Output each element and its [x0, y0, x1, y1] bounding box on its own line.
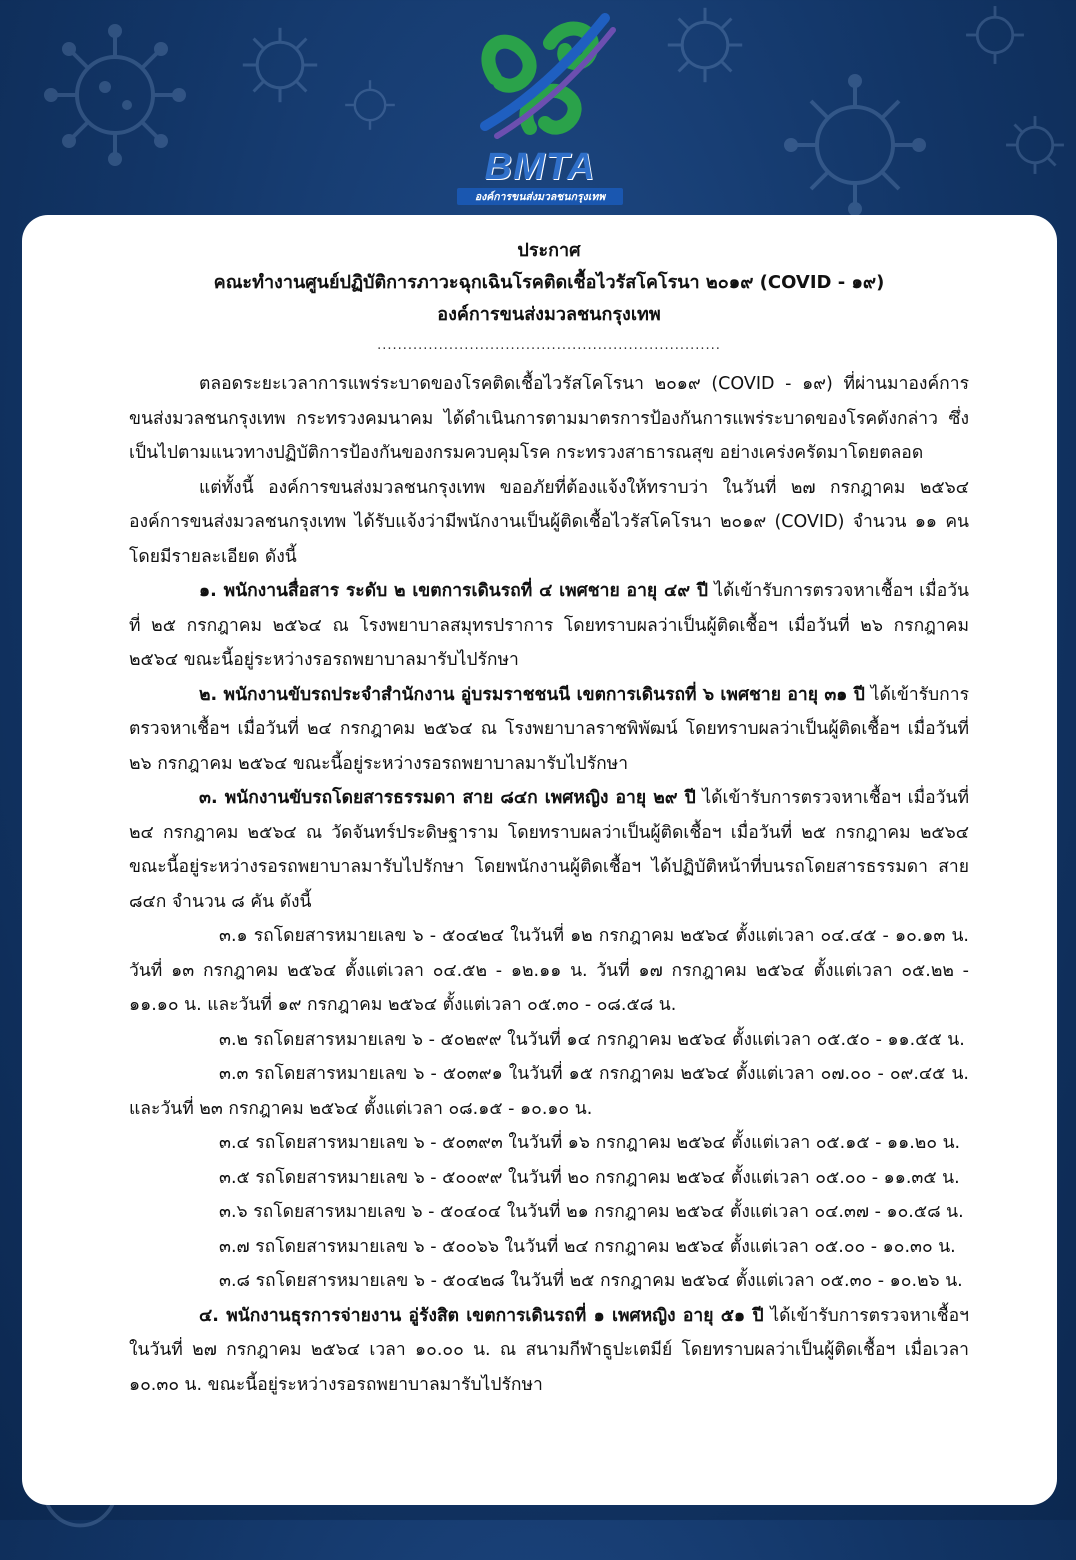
bus-item: ๓.๘ รถโดยสารหมายเลข ๖ - ๕๐๔๒๘ ในวันที่ ๒๕ กรกฎาคม ๒๕๖๔ ตั้งแต่เวลา ๐๕.๓๐ - ๑๐.๒๖ น. [219, 1271, 963, 1291]
case-item-4 [129, 1299, 969, 1403]
case-item-heading: ๔. พนักงานธุรการจ่ายงาน อู่รังสิต เขตการเดินรถที่ ๑ เพศหญิง อายุ ๕๑ ปี [199, 1305, 764, 1326]
case-item-2 [129, 678, 969, 782]
case-item-text: ได้เข้ารับการตรวจหาเชื้อฯ เมื่อวันที่ ๒๕ กรกฎาคม ๒๕๖๔ ณ โรงพยาบาลสมุทรปราการ โดยทราบผลว่าเป็นผู้ติดเชื้อฯ เมื่อวันที่ ๒๖ กรกฎาคม ๒๕๖๔ ขณะนี้อยู่ระหว่างรอรถพยาบาลมารับไปรักษา [129, 581, 969, 670]
bus-item: ๓.๔ รถโดยสารหมายเลข ๖ - ๕๐๓๙๓ ในวันที่ ๑๖ กรกฎาคม ๒๕๖๔ ตั้งแต่เวลา ๐๕.๑๕ - ๑๑.๒๐ น. [219, 1133, 961, 1153]
virus-decoration-icon [660, 0, 750, 90]
header-organization: องค์การขนส่งมวลชนกรุงเทพ [437, 304, 661, 325]
virus-decoration-icon [960, 0, 1030, 70]
case-item-1 [129, 574, 969, 678]
case-item-heading: ๒. พนักงานขับรถประจำสำนักงาน อู่บรมราชชนนี เขตการเดินรถที่ ๖ เพศชาย อายุ ๓๑ ปี [199, 684, 865, 705]
bus-item: ๓.๖ รถโดยสารหมายเลข ๖ - ๕๐๔๐๔ ในวันที่ ๒๑ กรกฎาคม ๒๕๖๔ ตั้งแต่เวลา ๐๔.๓๗ - ๑๐.๕๘ น. [219, 1202, 964, 1222]
case-item-text: ได้เข้ารับการตรวจหาเชื้อฯ ในวันที่ ๒๗ กรกฎาคม ๒๕๖๔ เวลา ๑๐.๐๐ น. ณ สนามกีฬาธูปะเตมีย์ โดยทราบผลว่าเป็นผู้ติดเชื้อฯ เมื่อเวลา ๑๐.๓๐ น. ขณะนี้อยู่ระหว่างรอรถพยาบาลมารับไปรักษา [129, 1305, 970, 1395]
case-item-3 [129, 781, 969, 919]
intro-paragraph-1: ตลอดระยะเวลาการแพร่ระบาดของโรคติดเชื้อไวรัสโคโรนา ๒๐๑๙ (COVID - ๑๙) ที่ผ่านมาองค์การขนส่งมวลชนกรุงเทพ กระทรวงคมนาคม ได้ดำเนินการตามมาตรการป้องกันการแพร่ระบาดของโรคดังกล่าว ซึ่งเป็นไปตามแนวทางปฏิบัติการป้องกันของกรมควบคุมโรค กระทรวงสาธารณสุข อย่างเคร่งครัดมาโดยตลอด [129, 374, 969, 463]
bus-item: ๓.๓ รถโดยสารหมายเลข ๖ - ๕๐๓๙๑ ในวันที่ ๑๕ กรกฎาคม ๒๕๖๔ ตั้งแต่เวลา ๐๗.๐๐ - ๐๙.๔๕ น. และวันที่ ๒๓ กรกฎาคม ๒๕๖๔ ตั้งแต่เวลา ๐๘.๑๕ - ๑๐.๑๐ น. [129, 1064, 969, 1119]
bus-item: ๓.๗ รถโดยสารหมายเลข ๖ - ๕๐๐๖๖ ในวันที่ ๒๔ กรกฎาคม ๒๕๖๔ ตั้งแต่เวลา ๐๕.๐๐ - ๑๐.๓๐ น. [219, 1236, 956, 1257]
intro-paragraph-2: แต่ทั้งนี้ องค์การขนส่งมวลชนกรุงเทพ ขออภัยที่ต้องแจ้งให้ทราบว่า ในวันที่ ๒๗ กรกฎาคม ๒๕๖๔ องค์การขนส่งมวลชนกรุงเทพ ได้รับแจ้งว่ามีพนักงานเป็นผู้ติดเชื้อไวรัสโคโรนา ๒๐๑๙ (COVID) จำนวน ๑๑ คน โดยมีรายละเอียด ดังนี้ [129, 477, 969, 567]
bmta-logo [455, 8, 625, 203]
logo-wordmark: BMTA [484, 146, 596, 188]
case-item-text: ได้เข้ารับการตรวจหาเชื้อฯ เมื่อวันที่ ๒๔ กรกฎาคม ๒๕๖๔ ณ โรงพยาบาลราชพิพัฒน์ โดยทราบผลว่าเป็นผู้ติดเชื้อฯ เมื่อวันที่ ๒๖ กรกฎาคม ๒๕๖๔ ขณะนี้อยู่ระหว่างรอรถพยาบาลมารับไปรักษา [129, 684, 969, 774]
bus-item: ๓.๒ รถโดยสารหมายเลข ๖ - ๕๐๒๙๙ ในวันที่ ๑๔ กรกฎาคม ๒๕๖๔ ตั้งแต่เวลา ๐๕.๕๐ - ๑๑.๕๕ น. [219, 1029, 965, 1050]
case-item-heading: ๑. พนักงานสื่อสาร ระดับ ๒ เขตการเดินรถที่ ๔ เพศชาย อายุ ๔๙ ปี [199, 581, 708, 601]
header-separator: ................................................................... [377, 338, 721, 353]
bus-item: ๓.๕ รถโดยสารหมายเลข ๖ - ๕๐๐๙๙ ในวันที่ ๒๐ กรกฎาคม ๒๕๖๔ ตั้งแต่เวลา ๐๕.๐๐ - ๑๑.๓๕ น. [219, 1167, 960, 1188]
case-item-heading: ๓. พนักงานขับรถโดยสารธรรมดา สาย ๘๔ก เพศหญิง อายุ ๒๙ ปี [199, 788, 696, 808]
header-committee: คณะทำงานศูนย์ปฏิบัติการภาวะฉุกเฉินโรคติดเชื้อไวรัสโคโรนา ๒๐๑๙ (COVID - ๑๙) [213, 272, 885, 293]
announcement-header [129, 235, 969, 331]
announcement-body [129, 235, 969, 1402]
virus-decoration-icon [780, 70, 930, 220]
virus-decoration-icon [340, 75, 400, 135]
bmta-emblem-icon [455, 8, 625, 148]
bus-item: ๓.๑ รถโดยสารหมายเลข ๖ - ๕๐๔๒๔ ในวันที่ ๑๒ กรกฎาคม ๒๕๖๔ ตั้งแต่เวลา ๐๔.๔๕ - ๑๐.๑๓ น. วันที่ ๑๓ กรกฎาคม ๒๕๖๔ ตั้งแต่เวลา ๐๔.๕๒ - ๑๒.๑๑ น. วันที่ ๑๗ กรกฎาคม ๒๕๖๔ ตั้งแต่เวลา ๐๕.๒๒ - ๑๑.๑๐ น. และวันที่ ๑๙ กรกฎาคม ๒๕๖๔ ตั้งแต่เวลา ๐๕.๓๐ - ๐๘.๕๘ น. [129, 926, 969, 1015]
case-item-text: ได้เข้ารับการตรวจหาเชื้อฯ เมื่อวันที่ ๒๔ กรกฎาคม ๒๕๖๔ ณ วัดจันทร์ประดิษฐาราม โดยทราบผลว่าเป็นผู้ติดเชื้อฯ เมื่อวันที่ ๒๕ กรกฎาคม ๒๕๖๔ ขณะนี้อยู่ระหว่างรอรถพยาบาลมารับไปรักษา โดยพนักงานผู้ติดเชื้อฯ ได้ปฏิบัติหน้าที่บนรถโดยสารธรรมดา สาย ๘๔ก จำนวน ๘ คัน ดังนี้ [129, 788, 969, 912]
virus-decoration-icon [40, 20, 190, 170]
announcement-card [22, 215, 1057, 1505]
logo-subtitle: องค์การขนส่งมวลชนกรุงเทพ [457, 188, 623, 205]
header-title: ประกาศ [517, 240, 581, 261]
virus-decoration-icon [235, 20, 325, 110]
virus-decoration-icon [1000, 110, 1070, 180]
